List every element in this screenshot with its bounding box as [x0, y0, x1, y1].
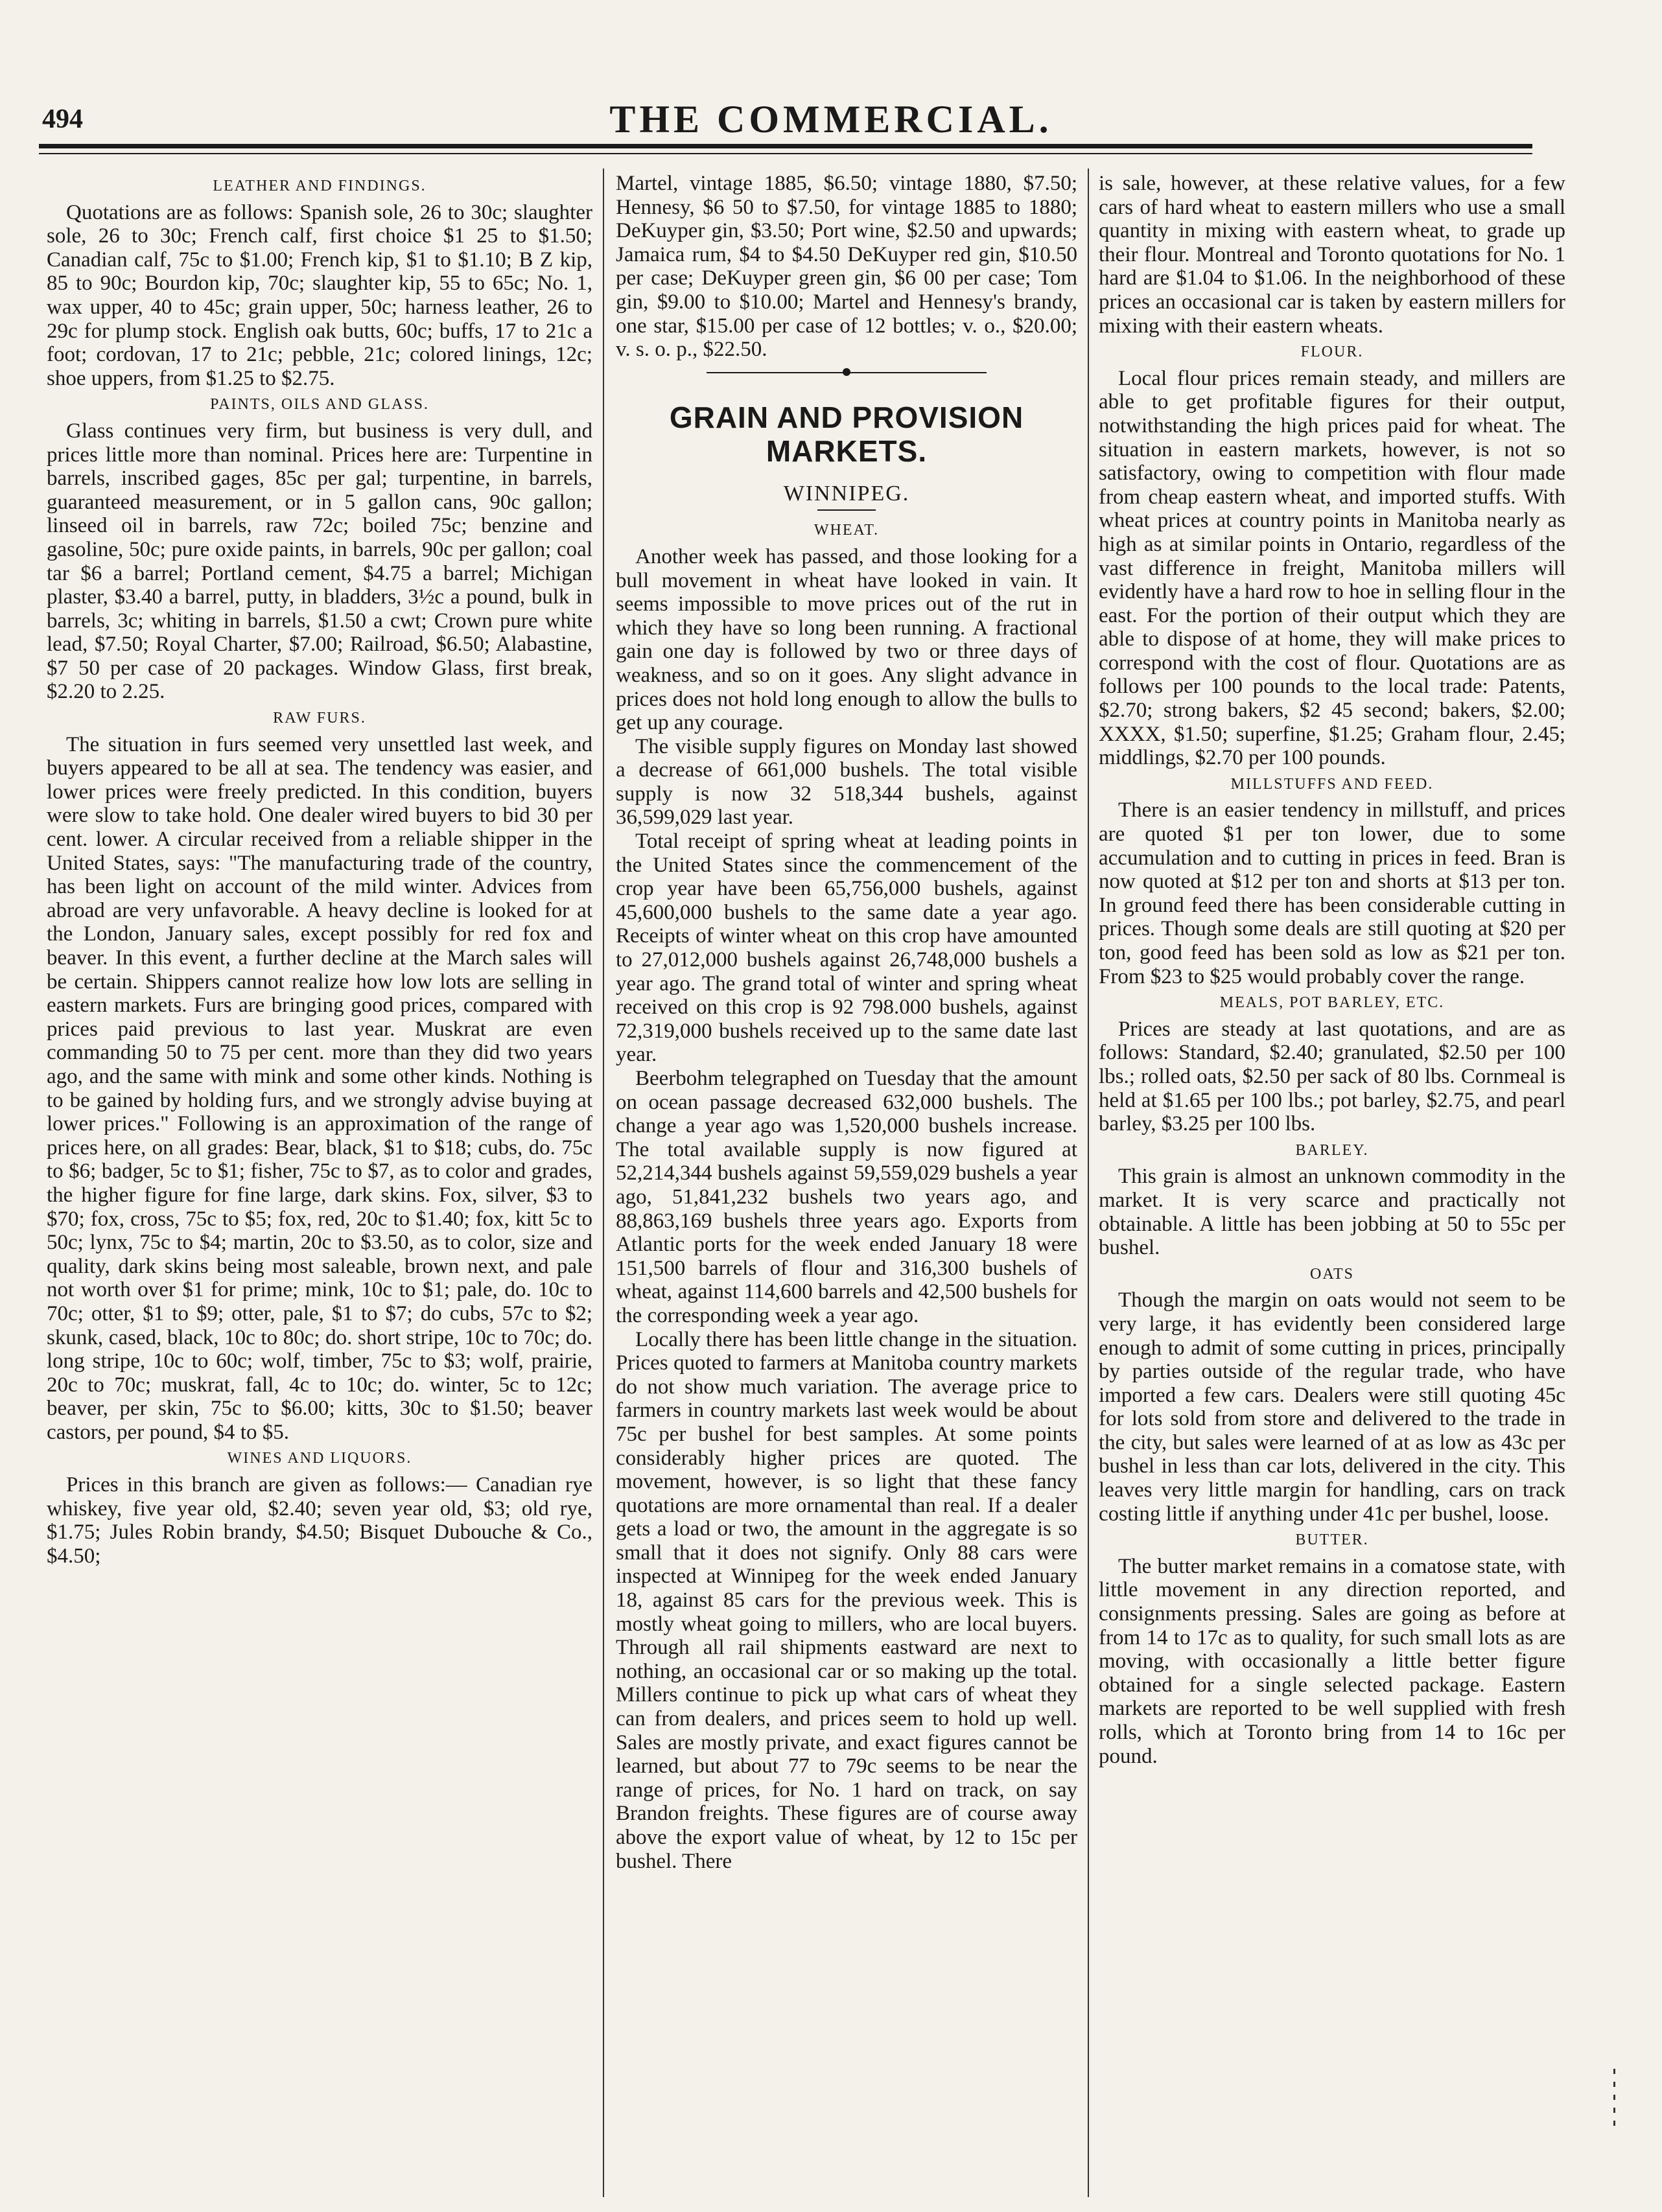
wheat-paragraph-1: Another week has passed, and those looking for a bull movement in wheat have looked in vain. It seems impossible to move prices out of the rut in which they have so long been running. A fractional gain one day is followed by two or three days of weakness, and so on it goes. Any slight advance in prices does not hold long enough to allow the bulls to get up any courage. — [616, 544, 1077, 735]
margin-marks — [1608, 2061, 1621, 2171]
section-divider — [616, 362, 1077, 384]
raw-furs-heading: RAW FURS. — [273, 710, 366, 727]
butter-heading: BUTTER. — [1295, 1531, 1369, 1549]
leather-heading: LEATHER AND FINDINGS. — [213, 178, 427, 194]
flour-paragraph: Local flour prices remain steady, and millers are able to get profitable figures for their output, notwithstanding the high prices paid for wheat. The situation in eastern markets, however, is not so satisfactory, owing to competition with flour made from cheap eastern wheat, and imported stuffs. With wheat prices at country points in Manitoba nearly as high as at similar points in Ontario, regardless of the vast difference in freight, Manitoba millers will evidently have a hard row to hoe in selling flour in the east. For the portion of their output which they are able to dispose of at home, they will make prices to correspond with the cost of flour. Quotations are as follows per 100 pounds to the local trade: Patents, $2.70; strong bakers, $2 45 second; bakers, $2.00; XXXX, $1.50; superfine, $1.25; Graham flour, 2.45; middlings, $2.70 per 100 pounds. — [1099, 366, 1565, 770]
meals-heading: MEALS, POT BARLEY, ETC. — [1219, 994, 1445, 1012]
short-rule — [817, 509, 876, 511]
oats-heading: OATS — [1309, 1265, 1354, 1283]
page-header — [0, 0, 1662, 169]
wheat-continued-paragraph: is sale, however, at these relative values, for a few cars of hard wheat to eastern millers who use a small quantity in mixing with eastern wheat, to grade up their flour. Montreal and Toronto quotations for No. 1 hard are $1.04 to $1.06. In the neighborhood of these prices an occasional car is taken by eastern millers for mixing with their eastern wheats. — [1099, 172, 1565, 338]
section-title: GRAIN AND PROVISION MARKETS. — [669, 400, 1024, 468]
barley-heading: BARLEY. — [1295, 1141, 1369, 1159]
column-3 — [1099, 172, 1565, 2197]
wheat-paragraph-3: Total receipt of spring wheat at leading points in the United States since the commencement of the crop year have been 65,756,000 bushels, against 45,600,000 bushels to the same date a year ago. Receipts of winter wheat on this crop have amounted to 27,012,000 bushels against 26,748,000 bushels a year ago. The grand total of winter and spring wheat received on this crop is 92 798.000 bushels, against 72,319,000 bushels received up to the same date last year. — [616, 830, 1077, 1067]
barley-paragraph: This grain is almost an unknown commodity in the market. It is very scarce and practically not obtainable. A little has been jobbing at 50 to 55c per bushel. — [1099, 1165, 1565, 1260]
meals-paragraph: Prices are steady at last quotations, and are as follows: Standard, $2.40; granulated, $2.50 per 100 lbs.; rolled oats, $2.50 per sack of 80 lbs. Cornmeal is held at $1.65 per 100 lbs.; pot barley, $2.75, and pearl barley, $3.25 per 100 lbs. — [1099, 1017, 1565, 1136]
wines-continued-paragraph: Martel, vintage 1885, $6.50; vintage 1880, $7.50; Hennesy, $6 50 to $7.50, for vintage 1885 to 1880; DeKuyper gin, $3.50; Port wine, $2.50 and upwards; Jamaica rum, $4 to $4.50 DeKuyper red gin, $10.50 per case; DeKuyper green gin, $6 00 per case; Tom gin, $9.00 to $10.00; Martel and Hennesy's brandy, one star, $15.00 per case of 12 bottles; v. o., $20.00; v. s. o. p., $22.50. — [616, 172, 1077, 362]
wheat-paragraph-2: The visible supply figures on Monday last showed a decrease of 661,000 bushels. The total visible supply is now 32 518,344 bushels, against 36,599,029 last year. — [616, 734, 1077, 830]
butter-paragraph: The butter market remains in a comatose state, with little movement in any direction reported, and consignments pressing. Sales are going as before at from 14 to 17c as to quality, for such small lots as are moving, with occasionally a little better figure obtained for a single selected package. Eastern markets are reported to be well supplied with fresh rolls, which at Toronto bring from 14 to 16c per pound. — [1099, 1554, 1565, 1768]
millstuffs-paragraph: There is an easier tendency in millstuff, and prices are quoted $1 per ton lower, due to some accumulation and to cutting in prices in feed. Bran is now quoted at $12 per ton and shorts at $13 per ton. In ground feed there has been considerable cutting in prices. Though some deals are still quoting at $20 per ton, good feed has been sold as low as $21 per ton. From $23 to $25 would probably cover the range. — [1099, 798, 1565, 988]
paints-heading: PAINTS, OILS AND GLASS. — [210, 396, 429, 413]
page-number: 494 — [42, 104, 83, 134]
header-rule-thin — [39, 153, 1532, 154]
header-rule-thick — [39, 144, 1532, 148]
oats-paragraph: Though the margin on oats would not seem to be very large, it has evidently been considered large enough to admit of some cutting in prices, principally by parties outside of the regular trade, who have imported a few cars. Dealers were still quoting 45c for lots sold from store and delivered to the trade in the city, but sales were learned of at as low as 43c per bushel in less than car lots, delivered in the city. This leaves very little margin for handling, cars on track costing little if anything under 41c per bushel, loose. — [1099, 1288, 1565, 1526]
column-1 — [47, 172, 592, 2197]
column-2 — [616, 172, 1077, 2197]
masthead-title: THE COMMERCIAL. — [609, 98, 1053, 141]
flour-heading: FLOUR. — [1300, 343, 1364, 361]
column-divider-1 — [603, 169, 604, 2197]
millstuffs-heading: MILLSTUFFS AND FEED. — [1230, 775, 1434, 793]
wheat-paragraph-5: Locally there has been little change in the situation. Prices quoted to farmers at Manitoba country markets do not show much variation. The average price to farmers in country markets last week would be about 75c per bushel for best samples. At some points considerably higher prices are quoted. The movement, however, is so light that these fancy quotations are more ornamental than real. If a dealer gets a load or two, the amount in the aggregate is so small that it does not signify. Only 88 cars were inspected at Winnipeg for the week ended January 18, against 85 cars for the previous week. This is mostly wheat going to millers, who are local buyers. Through all rail shipments eastward are next to nothing, an occasional car or so making up the total. Millers continue to pick up what cars of wheat they can from dealers, and prices seem to hold up well. Sales are mostly private, and exact figures cannot be learned, but about 77 to 79c seems to be near the range of prices, for No. 1 hard on track, on say Brandon freights. These figures are of course away above the export value of wheat, by 12 to 15c per bushel. There — [616, 1327, 1077, 1873]
column-divider-2 — [1088, 169, 1089, 2197]
leather-paragraph: Quotations are as follows: Spanish sole, 26 to 30c; slaughter sole, 26 to 30c; French calf, first choice $1 25 to $1.50; Canadian calf, 75c to $1.00; French kip, $1 to $1.10; B Z kip, 85 to 90c; Bourdon kip, 70c; slaughter kip, 55 to 65c; No. 1, wax upper, 40 to 45c; grain upper, 50c; harness leather, 26 to 29c for plump stock. English oak butts, 60c; buffs, 17 to 21c a foot; cordovan, 17 to 21c; pebble, 21c; colored linings, 12c; shoe uppers, from $1.25 to $2.75. — [47, 200, 592, 390]
wines-paragraph: Prices in this branch are given as follows:— Canadian rye whiskey, five year old, $2.40; seven year old, $3; old rye, $1.75; Jules Robin brandy, $4.50; Bisquet Dubouche & Co., $4.50; — [47, 1473, 592, 1568]
wines-heading: WINES AND LIQUORS. — [227, 1450, 412, 1467]
paints-paragraph: Glass continues very firm, but business is very dull, and prices little more than nominal. Prices here are: Turpentine in barrels, inscribed gages, 85c per gal; turpentine, in barrels, guaranteed measurement, or in 5 gallon cans, 90c gallon; linseed oil in barrels, raw 72c; boiled 75c; benzine and gasoline, 50c; pure oxide paints, in barrels, 90c per gallon; coal tar $6 a barrel; Portland cement, $4.75 a barrel; Michigan plaster, $3.40 a barrel, putty, in bladders, 3½c a pound, bulk in barrels, 3c; whiting in barrels, $1.50 a cwt; Crown pure white lead, $7.50; Royal Charter, $7.00; Railroad, $6.50; Alabastine, $7 50 per case of 20 packages. Window Glass, first break, $2.20 to 2.25. — [47, 419, 592, 704]
city-heading: WINNIPEG. — [783, 481, 910, 506]
wheat-paragraph-4: Beerbohm telegraphed on Tuesday that the amount on ocean passage decreased 632,000 bushels. The change a year ago was 1,520,000 bushels increase. The total available supply is now figured at 52,214,344 bushels against 59,559,029 bushels a year ago, 51,841,232 bushels two years ago, and 88,863,169 bushels three years ago. Exports from Atlantic ports for the week ended January 18 were 151,500 barrels of flour and 316,300 bushels of wheat, against 114,600 barrels and 42,500 bushels for the corresponding week a year ago. — [616, 1067, 1077, 1327]
wheat-heading: WHEAT. — [813, 522, 880, 539]
raw-furs-paragraph: The situation in furs seemed very unsettled last week, and buyers appeared to be all at sea. The tendency was easier, and lower prices were freely predicted. In this condition, buyers were slow to take hold. One dealer wired buyers to bid 30 per cent. lower. A circular received from a reliable shipper in the United States, says: "The manufacturing trade of the country, has been light on account of the mild winter. Advices from abroad are very unfavorable. A heavy decline is looked for at the London, January sales, except possibly for red fox and beaver. In this event, a further decline at the March sales will be certain. Shippers cannot realize how low lots are selling in eastern markets. Furs are bringing good prices, compared with prices paid previous to last year. Muskrat are even commanding 50 to 75 per cent. more than they did two years ago, and the same with mink and some other kinds. Nothing is to be gained by holding furs, and we strongly advise buying at lower prices." Following is an approximation of the range of prices here, on all grades: Bear, black, $1 to $18; cubs, do. 75c to $6; badger, 5c to $1; fisher, 75c to $7, as to color and grades, the higher figure for fine large, dark skins. Fox, silver, $3 to $70; fox, cross, 75c to $5; fox, red, 20c to $1.40; fox, kitt 5c to 50c; lynx, 75c to $4; martin, 20c to $3.50, as to color, size and quality, dark skins being most saleable, brown next, and pale not worth over $1 for prime; mink, 10c to $1; pale, do. 10c to 70c; otter, $1 to $9; otter, pale, $1 to $7; do cubs, 57c to $2; skunk, cased, black, 10c to 80c; do. short stripe, 10c to 70c; do. long stripe, 10c to 60c; wolf, timber, 75c to $3; wolf, prairie, 20c to 70c; muskrat, fall, 4c to 10c; do. winter, 5c to 12c; beaver, per skin, 75c to $6.00; kitts, 30c to $1.50; beaver castors, per pound, $4 to $5. — [47, 732, 592, 1444]
